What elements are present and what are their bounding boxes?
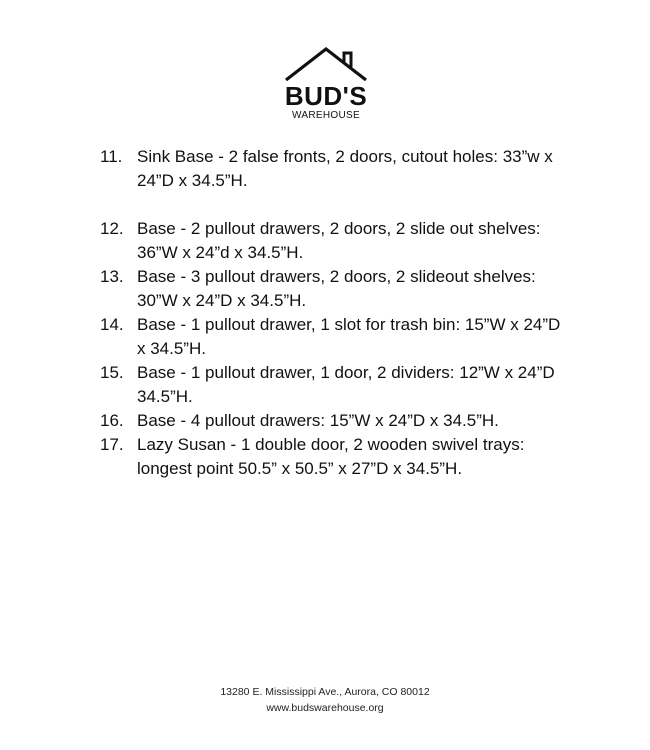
item-description: Base - 1 pullout drawer, 1 door, 2 dividers: 12”W x 24”D 34.5”H. [137, 363, 555, 406]
footer-url: www.budswarehouse.org [266, 702, 384, 714]
list-item [100, 217, 570, 265]
cabinet-list [100, 145, 570, 481]
list-item [100, 433, 570, 481]
list-item [100, 145, 570, 193]
item-number: 13. [100, 267, 124, 286]
item-description: Sink Base - 2 false fronts, 2 doors, cutout holes: 33”w x 24”D x 34.5”H. [137, 147, 553, 190]
item-description: Base - 4 pullout drawers: 15”W x 24”D x 34.5”H. [137, 411, 499, 430]
logo-subtitle: WAREHOUSE [292, 110, 360, 121]
item-number: 16. [100, 411, 124, 430]
list-item [100, 313, 570, 361]
item-number: 12. [100, 219, 124, 238]
item-description: Base - 3 pullout drawers, 2 doors, 2 slideout shelves: 30”W x 24”D x 34.5”H. [137, 267, 536, 310]
item-number: 15. [100, 363, 124, 382]
logo-wordmark: BUD'S [284, 81, 368, 111]
buds-warehouse-logo [278, 44, 374, 120]
list-item [100, 361, 570, 409]
item-description: Base - 1 pullout drawer, 1 slot for trash bin: 15”W x 24”D x 34.5”H. [137, 315, 561, 358]
list-item [100, 409, 570, 433]
item-description: Lazy Susan - 1 double door, 2 wooden swivel trays: longest point 50.5” x 50.5” x 27”D x 34.5”H. [137, 435, 525, 478]
footer-address: 13280 E. Mississippi Ave., Aurora, CO 80012 [220, 686, 430, 698]
item-description: Base - 2 pullout drawers, 2 doors, 2 slide out shelves: 36”W x 24”d x 34.5”H. [137, 219, 541, 262]
house-roof-icon [278, 44, 374, 84]
list-item [100, 265, 570, 313]
item-number: 14. [100, 315, 124, 334]
item-number: 17. [100, 435, 124, 454]
item-number: 11. [100, 147, 123, 166]
